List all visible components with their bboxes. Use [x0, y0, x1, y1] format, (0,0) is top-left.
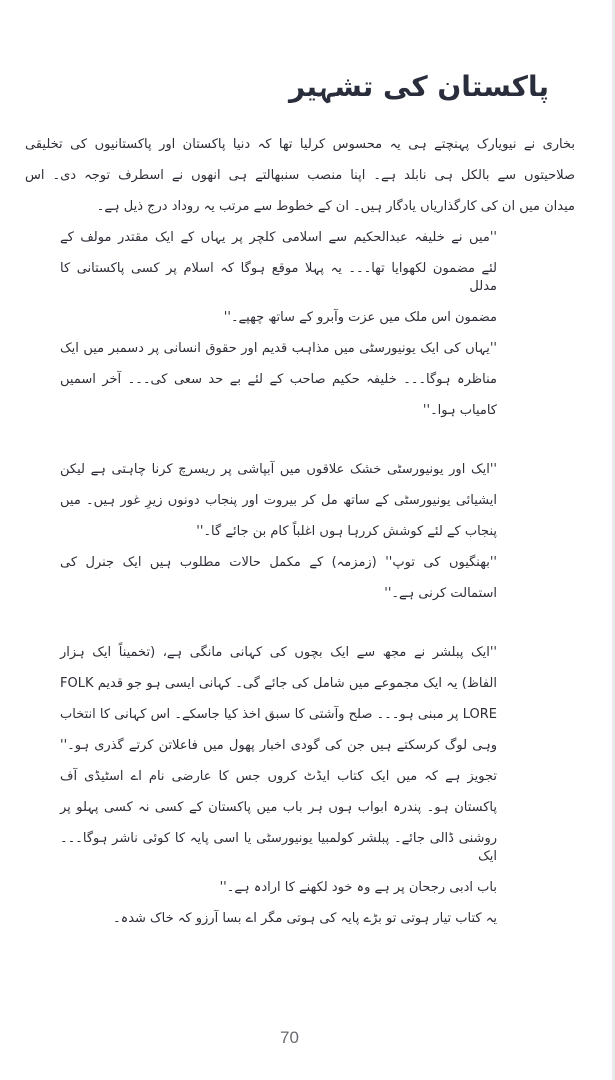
quote-line: ''ایک پبلشر نے مجھ سے ایک بچوں کی کہانی مانگی ہے، (تخمیناً ایک ہزار — [60, 645, 497, 660]
chapter-title: پاکستان کی تشہیر — [288, 70, 549, 103]
text-line: صلاحیتوں سے بالکل ہی نابلد ہے۔ اپنا منصب سنبھالتے ہی انھوں نے اسطرف توجہ دی۔ اس — [25, 168, 575, 183]
quote-line: ''میں نے خلیفہ عبدالحکیم سے اسلامی کلچر پر یہاں کے ایک مقتدر مولف کے — [60, 230, 497, 245]
quote-line: باب ادبی رجحان پر ہے وہ خود لکھنے کا ارادہ ہے۔'' — [219, 880, 497, 895]
quote-line: ''ایک اور یونیورسٹی خشک علاقوں میں آبپاشی پر ریسرچ کرنا چاہتی ہے لیکن — [60, 462, 497, 477]
body-text — [0, 136, 615, 941]
quote-line: ایشیائی یونیورسٹی کے ساتھ مل کر بیروت اور پنجاب دونوں زیرِ غور ہیں۔ میں — [60, 493, 497, 508]
quote-line: مضمون اس ملک میں عزت وآبرو کے ساتھ چھپے۔'' — [223, 310, 497, 325]
quote-line: لئے مضمون لکھوایا تھا۔۔۔ یہ پہلا موقع ہوگا کہ اسلام پر کسی پاکستانی کا مدلل — [60, 261, 497, 294]
quote-line: ''یہاں کی ایک یونیورسٹی میں مذاہب قدیم اور حقوق انسانی پر دسمبر میں ایک — [60, 341, 497, 356]
quote-line: کامیاب ہوا۔'' — [422, 403, 497, 418]
quote-line: مناظرہ ہوگا۔۔۔ خلیفہ حکیم صاحب کے لئے بے حد سعی کی۔۔۔ آخر اسمیں — [60, 372, 497, 387]
quote-line: استمالت کرنی ہے۔'' — [384, 586, 497, 601]
page-number: 70 — [280, 1028, 299, 1047]
quote-line: تجویز ہے کہ میں ایک کتاب ایڈٹ کروں جس کا عارضی نام اے اسٹیڈی آف — [60, 769, 497, 784]
quote-line: الفاظ) یہ ایک مجموعے میں شامل کی جائے گی۔ کہانی ایسی ہو جو قدیم FOLK — [60, 676, 497, 691]
quote-line: روشنی ڈالی جائے۔ پبلشر کولمبیا یونیورسٹی یا اسی پایہ کا کوئی ناشر ہوگا۔۔۔ ایک — [60, 831, 497, 864]
quote-line: LORE پر مبنی ہو۔۔۔ صلح وآشتی کا سبق اخذ کیا جاسکے۔ اس کہانی کا انتخاب — [60, 707, 497, 722]
quote-line: وہی لوگ کرسکتے ہیں جن کی گودی اخبار پھول میں فاعلاتن کرتے گذری ہو۔'' — [60, 738, 497, 753]
quote-line: ''بھنگیوں کی توپ'' (زمزمہ) کے مکمل حالات مطلوب ہیں ایک جنرل کی — [60, 555, 497, 570]
quote-line: پنجاب کے لئے کوشش کررہا ہوں اغلباً کام بن جائے گا۔'' — [196, 524, 497, 539]
text-line: بخاری نے نیویارک پہنچتے ہی یہ محسوس کرلیا تھا کہ دنیا پاکستان اور پاکستانیوں کی تخلیقی — [25, 137, 575, 152]
text-line: میدان میں ان کی کارگذاریاں یادگار ہیں۔ ان کے خطوط سے مرتب یہ روداد درج ذیل ہے۔ — [96, 199, 575, 214]
closing-line: یہ کتاب تیار ہوتی تو بڑے پایہ کی ہوتی مگر اے بسا آرزو کہ خاک شدہ۔ — [112, 911, 497, 926]
quote-line: پاکستان ہو۔ پندرہ ابواب ہوں ہر باب میں پاکستان کے کسی نہ کسی پہلو پر — [60, 800, 497, 815]
